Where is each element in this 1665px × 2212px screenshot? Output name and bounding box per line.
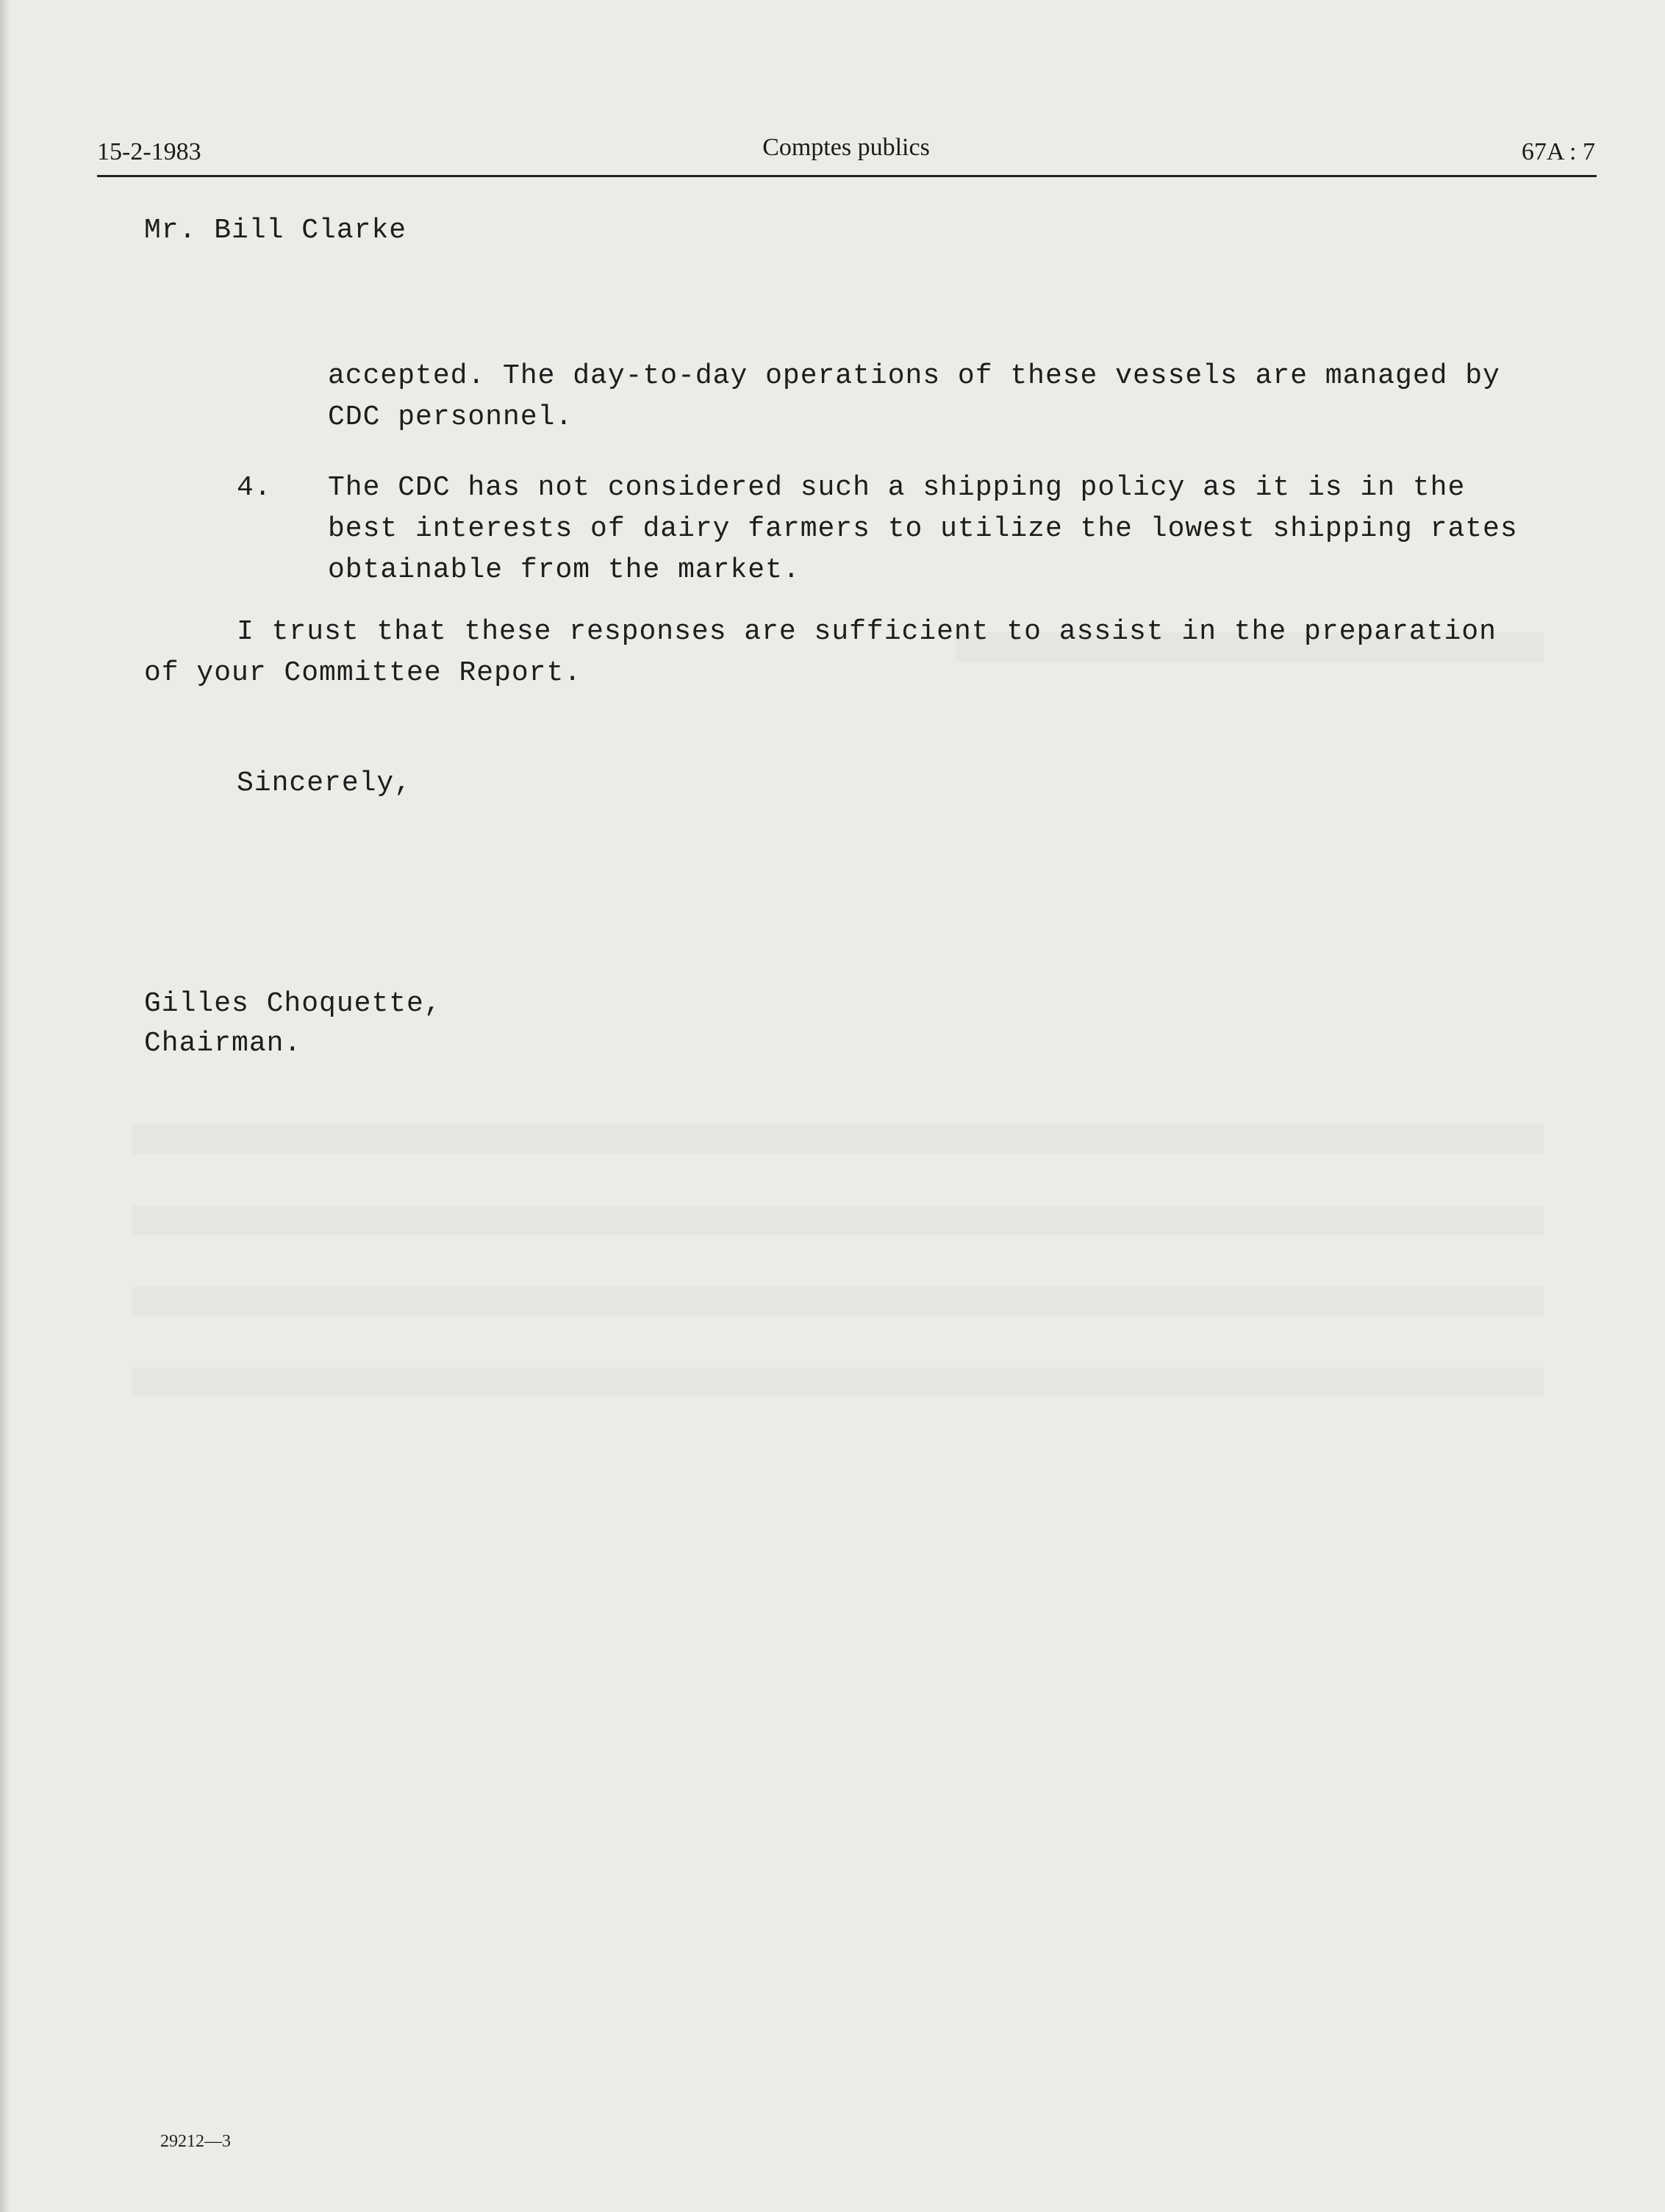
header-date: 15-2-1983 <box>97 138 201 165</box>
header-title: Comptes publics <box>762 134 930 161</box>
bleed-through-line <box>132 1125 1544 1154</box>
sign-off: Sincerely, <box>237 767 412 799</box>
text-line: best interests of dairy farmers to utilize the lowest shipping rates <box>328 513 1518 545</box>
letter-salutation: Mr. Bill Clarke <box>144 215 407 246</box>
item-3-continuation <box>328 356 1570 438</box>
printer-code: 29212—3 <box>160 2132 231 2151</box>
text-line: The CDC has not considered such a shipping policy as it is in the <box>328 472 1466 504</box>
item-4-number: 4. <box>237 472 272 504</box>
text-line: accepted. The day-to-day operations of these vessels are managed by <box>328 360 1500 392</box>
bleed-through-line <box>132 1286 1544 1316</box>
text-line: of your Committee Report. <box>144 657 582 689</box>
running-header <box>97 134 1595 175</box>
bleed-through-line <box>132 1367 1544 1397</box>
page-edge-shadow <box>0 0 10 2212</box>
signatory-title: Chairman. <box>144 1028 302 1059</box>
header-page-ref: 67A : 7 <box>1521 138 1595 165</box>
text-line: CDC personnel. <box>328 401 573 433</box>
text-line: obtainable from the market. <box>328 554 801 586</box>
bleed-through-line <box>132 1206 1544 1235</box>
header-rule <box>97 175 1597 177</box>
text-line: I trust that these responses are sufficient to assist in the preparation <box>237 616 1497 648</box>
item-4-text <box>328 468 1570 591</box>
signatory-name: Gilles Choquette, <box>144 988 442 1020</box>
closing-paragraph <box>144 612 1570 694</box>
